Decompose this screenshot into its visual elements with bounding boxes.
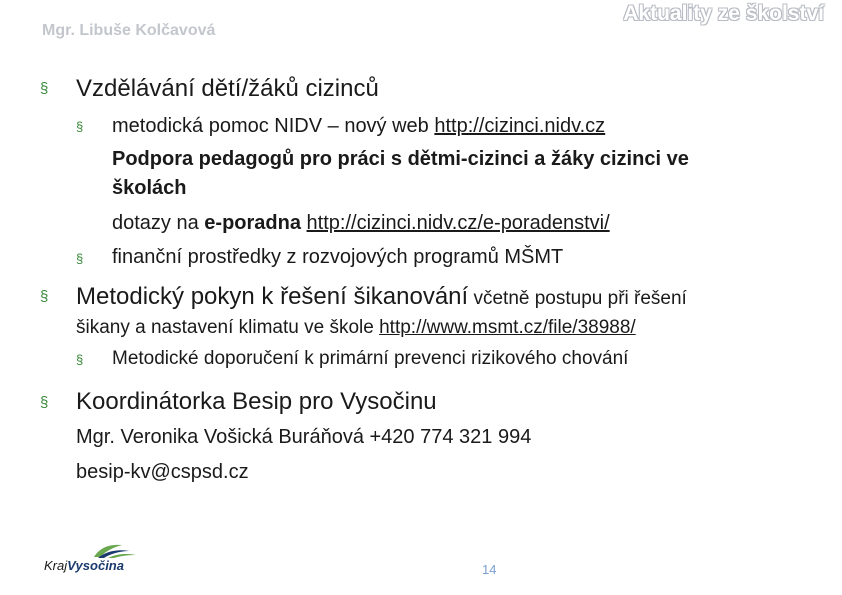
list-item-funding: finanční prostředky z rozvojových programů MŠMT <box>112 246 564 268</box>
list-item-text: školách <box>112 177 187 199</box>
msmt-link[interactable]: http://www.msmt.cz/file/38988/ <box>379 317 636 338</box>
bullet-icon: § <box>76 352 84 367</box>
logo-word-kraj: Kraj <box>44 558 68 573</box>
besip-contact-name: Mgr. Veronika Vošická Buráňová +420 774 321 994 <box>76 426 532 448</box>
list-item-text: metodická pomoc NIDV – nový web <box>112 115 435 137</box>
heading-rest: včetně postupu při řešení <box>468 288 687 309</box>
logo-word-vysocina: Vysočina <box>67 558 124 573</box>
bullying-text: šikany a nastavení klimatu ve škole <box>76 317 380 338</box>
e-poradna-label: e-poradna <box>204 212 301 234</box>
kraj-vysocina-logo <box>44 543 140 577</box>
list-item-e-poradna <box>112 212 610 235</box>
bullet-icon: § <box>76 251 84 266</box>
besip-contact-email: besip-kv@cspsd.cz <box>76 461 249 483</box>
list-item-nidv <box>112 115 605 138</box>
bullying-line2 <box>76 317 636 339</box>
author-name: Mgr. Libuše Kolčavová <box>42 22 216 39</box>
list-item-prevention: Metodické doporučení k primární prevenci rizikového chování <box>112 348 629 369</box>
bullet-icon: § <box>40 288 49 305</box>
list-item-text: Podpora pedagogů pro práci s dětmi-cizinci a žáky cizinci ve <box>112 148 689 170</box>
bullet-icon: § <box>40 394 49 411</box>
section-heading-besip: Koordinátorka Besip pro Vysočinu <box>76 388 437 415</box>
section-heading-foreign-pupils: Vzdělávání dětí/žáků cizinců <box>76 75 379 102</box>
logo-swoosh-icon <box>44 543 140 559</box>
bullet-icon: § <box>40 80 49 97</box>
section-heading-bullying <box>76 283 687 311</box>
e-poradna-link[interactable]: http://cizinci.nidv.cz/e-poradenstvi/ <box>306 212 610 234</box>
heading-main: Metodický pokyn k řešení šikanování <box>76 283 469 310</box>
logo-text <box>44 558 124 573</box>
page-number: 14 <box>482 562 497 577</box>
bullet-icon: § <box>76 119 84 134</box>
nidv-link[interactable]: http://cizinci.nidv.cz <box>434 115 606 137</box>
slide-title: Aktuality ze školství <box>623 2 824 25</box>
list-item-text: dotazy na <box>112 212 205 234</box>
